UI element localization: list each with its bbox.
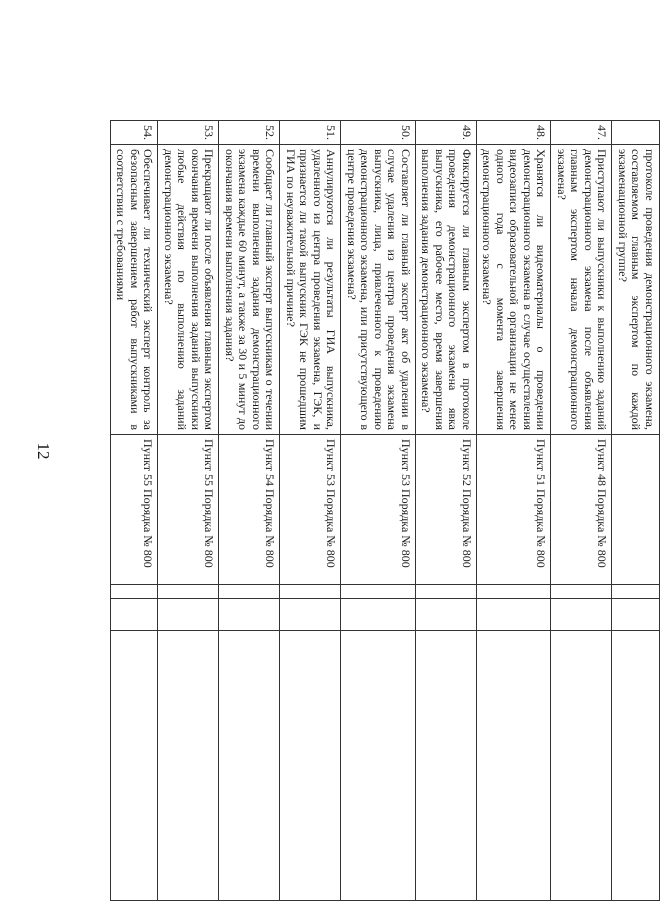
note-cell [612,631,660,901]
answer-yes-cell [341,585,416,599]
table-row [612,121,660,901]
note-cell [416,631,477,901]
answer-no-cell [280,599,341,631]
note-cell [280,631,341,901]
note-cell [219,631,280,901]
question-cell: Приступают ли выпускники к выполнению заданий демонстрационного экзамена после объявления главным экспертом начала демонстрационного экзамена? [551,145,612,435]
question-cell: Аннулируются ли результаты ГИА выпускника, удаленного из центра проведения экзамена, ГЭК, и признается ли такой выпускник ГЭК не прошедшим ГИА по неуважительной причине? [280,145,341,435]
answer-no-cell [612,599,660,631]
table-row [158,121,219,901]
row-number-cell: 47. [551,121,612,145]
question-cell: Составляет ли главный эксперт акт об удалении в случае удаления из центра проведения экзамена выпускника, лица, привлеченного к проведению демонстрационного экзамена, или присутствующего в центре проведения экзамена? [341,145,416,435]
answer-yes-cell [219,585,280,599]
answer-no-cell [111,599,159,631]
row-number-cell: 53. [158,121,219,145]
answer-no-cell [341,599,416,631]
answer-no-cell [158,599,219,631]
question-cell: протоколе проведения демонстрационного экзамена, составляемом главным экспертом по каждой экзаменационной группе? [612,145,660,435]
table-row [416,121,477,901]
note-cell [111,631,159,901]
reference-cell: Пункт 55 Порядка № 800 [111,435,159,585]
answer-yes-cell [111,585,159,599]
question-cell: Обеспечивает ли технический эксперт контроль за безопасным завершением работ выпускниками в соответствии с требованиями [111,145,159,435]
answer-no-cell [477,599,552,631]
question-cell: Сообщает ли главный эксперт выпускникам о течении времени выполнения задания демонстрационного экзамена каждые 60 минут, а также за 30 и 5 минут до окончания времени выполнения задания? [219,145,280,435]
answer-yes-cell [551,585,612,599]
row-number-cell [612,121,660,145]
row-number-cell: 51. [280,121,341,145]
table-row [280,121,341,901]
row-number-cell: 48. [477,121,552,145]
answer-yes-cell [158,585,219,599]
question-cell: Прекращают ли после объявления главным экспертом окончания времени выполнения заданий выпускники любые действия по выполнению заданий демонстрационного экзамена? [158,145,219,435]
answer-no-cell [219,599,280,631]
reference-cell: Пункт 55 Порядка № 800 [158,435,219,585]
reference-cell: Пункт 48 Порядка № 800 [551,435,612,585]
table-row [111,121,159,901]
row-number-cell: 49. [416,121,477,145]
answer-yes-cell [280,585,341,599]
answer-no-cell [416,599,477,631]
row-number-cell: 52. [219,121,280,145]
reference-cell: Пункт 51 Порядка № 800 [477,435,552,585]
answer-yes-cell [477,585,552,599]
row-number-cell: 50. [341,121,416,145]
answer-yes-cell [416,585,477,599]
reference-cell: Пункт 53 Порядка № 800 [341,435,416,585]
reference-cell: Пункт 53 Порядка № 800 [280,435,341,585]
note-cell [477,631,552,901]
reference-cell: Пункт 52 Порядка № 800 [416,435,477,585]
table-row [219,121,280,901]
row-number-cell: 54. [111,121,159,145]
note-cell [551,631,612,901]
answer-no-cell [551,599,612,631]
rotated-page-content [114,120,660,900]
table-row [477,121,552,901]
answer-yes-cell [612,585,660,599]
reference-cell [612,435,660,585]
table-row [551,121,612,901]
table-row [341,121,416,901]
note-cell [158,631,219,901]
reference-cell: Пункт 54 Порядка № 800 [219,435,280,585]
page-number: 12 [34,442,53,460]
note-cell [341,631,416,901]
checklist-table [110,120,660,901]
question-cell: Хранятся ли видеоматериалы о проведении демонстрационного экзамена в случае осуществления видеозаписи образовательной организации не менее одного года с момента завершения демонстрационного экзамена? [477,145,552,435]
question-cell: Фиксируется ли главным экспертом в протоколе проведения демонстрационного экзамена явка выпускника, его рабочее место, время завершения выполнения задания демонстрационного экзамена? [416,145,477,435]
